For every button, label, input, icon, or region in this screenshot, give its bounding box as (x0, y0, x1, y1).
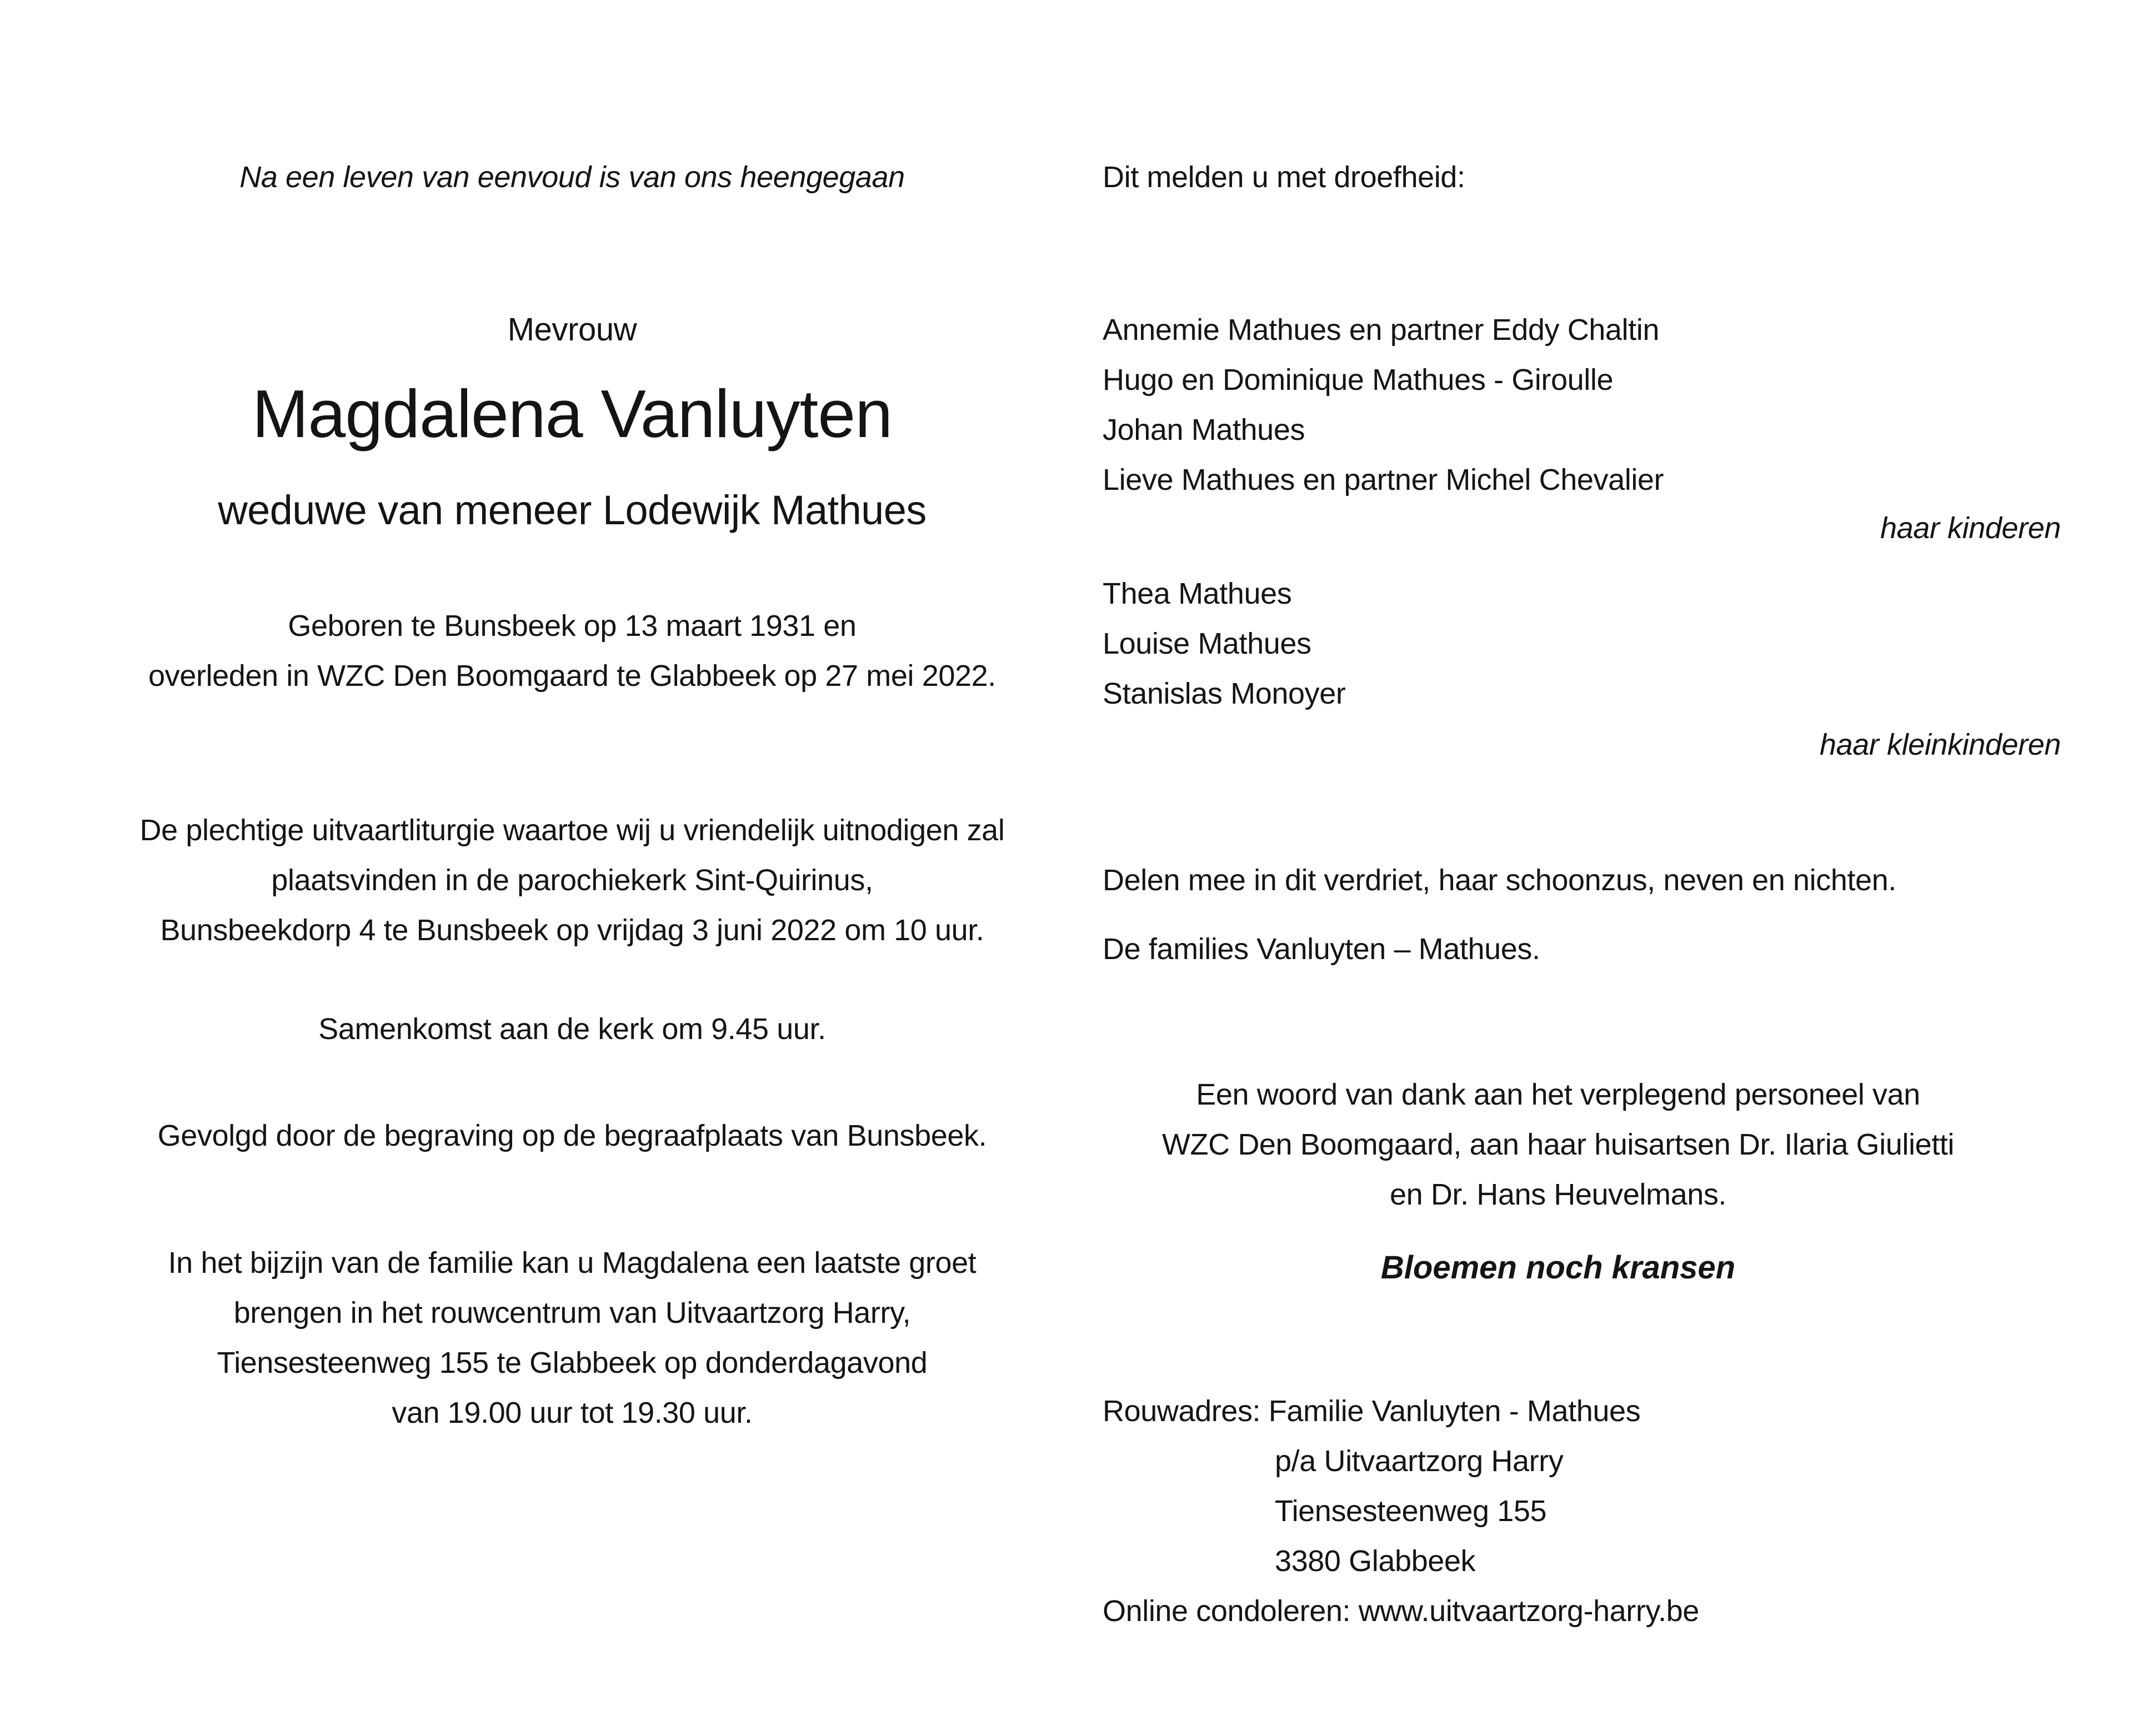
burial-line: Gevolgd door de begraving op de begraafplaats van Bunsbeek. (157, 1119, 987, 1152)
grandchild-name: Louise Mathues (1103, 627, 1311, 660)
service-line: De plechtige uitvaartliturgie waartoe wij u vriendelijk uitnodigen zal (139, 814, 1005, 847)
child-name: Hugo en Dominique Mathues - Giroulle (1103, 363, 1614, 397)
announcement-line: Dit melden u met droefheid: (1103, 160, 1465, 194)
thanks-line: WZC Den Boomgaard, aan haar huisartsen Dr. Ilaria Giulietti (1161, 1128, 1955, 1161)
gathering-line: Samenkomst aan de kerk om 9.45 uur. (318, 1012, 826, 1046)
child-name: Lieve Mathues en partner Michel Chevalier (1103, 463, 1664, 496)
visitation-line: van 19.00 uur tot 19.30 uur. (392, 1396, 753, 1429)
salutation: Mevrouw (507, 312, 637, 348)
birth-death-paragraph (58, 601, 1086, 701)
visitation-line: Tiensesteenweg 155 te Glabbeek op donderdagavond (217, 1346, 928, 1379)
visitation-line: brengen in het rouwcentrum van Uitvaartzorg Harry, (233, 1296, 911, 1329)
visitation-line: In het bijzijn van de familie kan u Magdalena een laatste groet (168, 1246, 977, 1280)
children-caption: haar kinderen (1880, 511, 2061, 545)
children-list (1103, 305, 2061, 505)
thanks-line: Een woord van dank aan het verplegend personeel van (1196, 1078, 1920, 1111)
mourning-address-line-2: p/a Uitvaartzorg Harry (1275, 1444, 1564, 1478)
mourning-address-block (1103, 1386, 2061, 1636)
thanks-paragraph (1103, 1070, 2014, 1220)
flowers-line: Bloemen noch kransen (1380, 1250, 1736, 1286)
service-line: plaatsvinden in de parochiekerk Sint-Quirinus, (271, 864, 873, 897)
condolence-line: Online condoleren: www.uitvaartzorg-harry.be (1103, 1594, 1699, 1628)
intro-line: Na een leven van eenvoud is van ons heengegaan (239, 160, 905, 194)
thanks-line: en Dr. Hans Heuvelmans. (1389, 1178, 1727, 1211)
widow-line: weduwe van meneer Lodewijk Mathues (218, 487, 927, 533)
child-name: Annemie Mathues en partner Eddy Chaltin (1103, 313, 1659, 347)
families-line: De families Vanluyten – Mathues. (1103, 932, 1540, 966)
visitation-paragraph (58, 1238, 1086, 1438)
grandchildren-caption: haar kleinkinderen (1819, 728, 2061, 761)
mourning-address-line-1: Rouwadres: Familie Vanluyten - Mathues (1103, 1394, 1641, 1428)
deceased-name: Magdalena Vanluyten (252, 376, 893, 451)
grandchild-name: Thea Mathues (1103, 577, 1292, 610)
mourning-address-line-3: Tiensesteenweg 155 (1275, 1494, 1547, 1528)
relatives-line: Delen mee in dit verdriet, haar schoonzus, neven en nichten. (1103, 864, 1896, 897)
birth-death-line: Geboren te Bunsbeek op 13 maart 1931 en (288, 609, 857, 643)
service-line: Bunsbeekdorp 4 te Bunsbeek op vrijdag 3 juni 2022 om 10 uur. (160, 914, 984, 947)
birth-death-line: overleden in WZC Den Boomgaard te Glabbeek op 27 mei 2022. (148, 659, 996, 693)
child-name: Johan Mathues (1103, 413, 1305, 446)
mourning-address-line-4: 3380 Glabbeek (1275, 1544, 1476, 1578)
service-paragraph (58, 805, 1086, 955)
grandchild-name: Stanislas Monoyer (1103, 677, 1346, 710)
grandchildren-list (1103, 569, 2061, 719)
